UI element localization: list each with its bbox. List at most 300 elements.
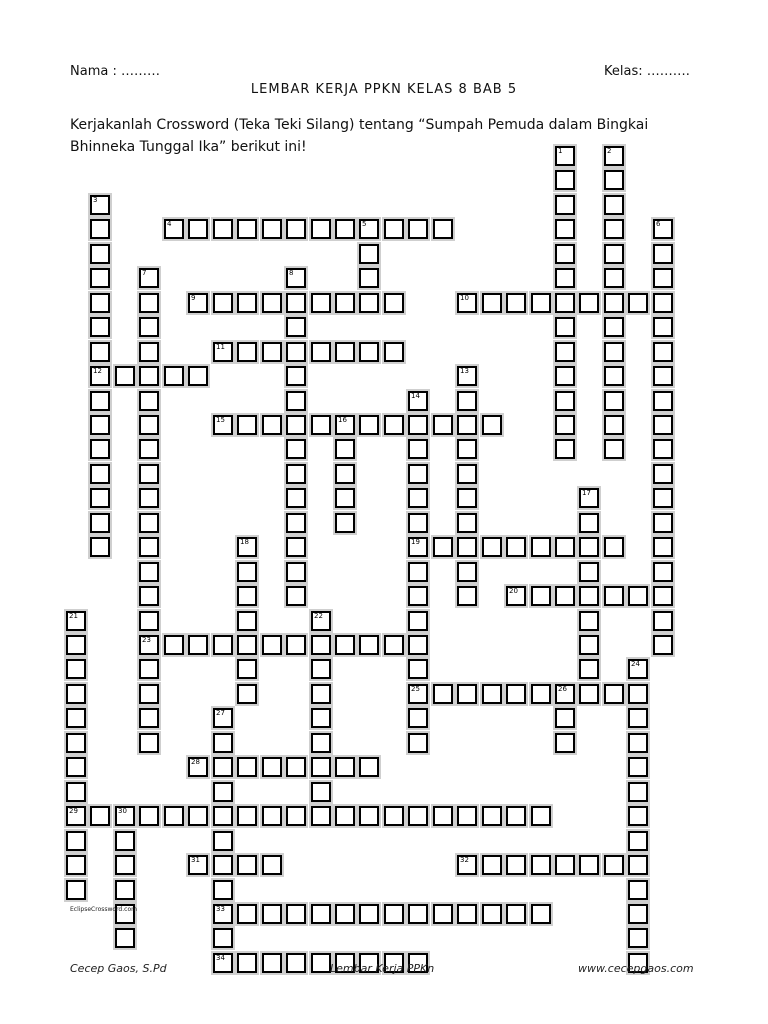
crossword-cell[interactable]: [237, 415, 257, 435]
crossword-cell[interactable]: [457, 806, 477, 826]
crossword-cell[interactable]: [66, 684, 86, 704]
crossword-cell[interactable]: [335, 513, 355, 533]
crossword-cell[interactable]: [213, 415, 233, 435]
crossword-cell[interactable]: [164, 806, 184, 826]
crossword-cell[interactable]: [531, 855, 551, 875]
crossword-cell[interactable]: [408, 586, 428, 606]
crossword-cell[interactable]: [555, 170, 575, 190]
crossword-cell[interactable]: [482, 537, 502, 557]
crossword-cell[interactable]: [139, 513, 159, 533]
crossword-cell[interactable]: [213, 635, 233, 655]
crossword-cell[interactable]: [531, 904, 551, 924]
crossword-cell[interactable]: [531, 537, 551, 557]
crossword-cell[interactable]: [408, 562, 428, 582]
crossword-cell[interactable]: [213, 708, 233, 728]
crossword-cell[interactable]: [311, 635, 331, 655]
crossword-cell[interactable]: [311, 953, 331, 973]
crossword-cell[interactable]: [555, 342, 575, 362]
crossword-cell[interactable]: [213, 880, 233, 900]
crossword-cell[interactable]: [628, 586, 648, 606]
crossword-cell[interactable]: [408, 708, 428, 728]
crossword-cell[interactable]: [408, 219, 428, 239]
crossword-cell[interactable]: [384, 219, 404, 239]
crossword-cell[interactable]: [286, 342, 306, 362]
crossword-cell[interactable]: [335, 415, 355, 435]
crossword-cell[interactable]: [139, 586, 159, 606]
crossword-cell[interactable]: [139, 317, 159, 337]
crossword-cell[interactable]: [90, 415, 110, 435]
crossword-cell[interactable]: [653, 342, 673, 362]
crossword-cell[interactable]: [482, 806, 502, 826]
crossword-cell[interactable]: [335, 219, 355, 239]
crossword-cell[interactable]: [213, 733, 233, 753]
crossword-cell[interactable]: [653, 219, 673, 239]
crossword-cell[interactable]: [653, 244, 673, 264]
crossword-cell[interactable]: [579, 659, 599, 679]
crossword-cell[interactable]: [457, 855, 477, 875]
crossword-cell[interactable]: [139, 366, 159, 386]
crossword-cell[interactable]: [457, 562, 477, 582]
crossword-cell[interactable]: [531, 684, 551, 704]
crossword-cell[interactable]: [90, 342, 110, 362]
crossword-cell[interactable]: [628, 293, 648, 313]
crossword-cell[interactable]: [66, 831, 86, 851]
crossword-cell[interactable]: [653, 293, 673, 313]
crossword-cell[interactable]: [384, 415, 404, 435]
crossword-cell[interactable]: [213, 904, 233, 924]
crossword-cell[interactable]: [433, 415, 453, 435]
crossword-cell[interactable]: [579, 635, 599, 655]
crossword-cell[interactable]: [164, 219, 184, 239]
crossword-cell[interactable]: [90, 244, 110, 264]
crossword-cell[interactable]: [579, 293, 599, 313]
crossword-cell[interactable]: [90, 537, 110, 557]
crossword-cell[interactable]: [506, 537, 526, 557]
crossword-cell[interactable]: [628, 904, 648, 924]
crossword-cell[interactable]: [237, 757, 257, 777]
crossword-cell[interactable]: [653, 391, 673, 411]
crossword-cell[interactable]: [457, 366, 477, 386]
crossword-cell[interactable]: [262, 904, 282, 924]
crossword-cell[interactable]: [66, 880, 86, 900]
crossword-cell[interactable]: [555, 391, 575, 411]
crossword-cell[interactable]: [555, 537, 575, 557]
crossword-cell[interactable]: [66, 855, 86, 875]
crossword-cell[interactable]: [213, 953, 233, 973]
crossword-cell[interactable]: [237, 904, 257, 924]
crossword-cell[interactable]: [188, 293, 208, 313]
crossword-cell[interactable]: [286, 586, 306, 606]
crossword-cell[interactable]: [237, 855, 257, 875]
crossword-cell[interactable]: [311, 757, 331, 777]
crossword-cell[interactable]: [139, 439, 159, 459]
crossword-cell[interactable]: [286, 268, 306, 288]
crossword-cell[interactable]: [555, 684, 575, 704]
crossword-cell[interactable]: [66, 733, 86, 753]
crossword-cell[interactable]: [286, 537, 306, 557]
crossword-cell[interactable]: [433, 904, 453, 924]
crossword-cell[interactable]: [408, 464, 428, 484]
crossword-cell[interactable]: [311, 684, 331, 704]
crossword-cell[interactable]: [286, 464, 306, 484]
crossword-cell[interactable]: [237, 293, 257, 313]
crossword-cell[interactable]: [66, 635, 86, 655]
crossword-cell[interactable]: [579, 562, 599, 582]
crossword-cell[interactable]: [604, 855, 624, 875]
crossword-cell[interactable]: [604, 684, 624, 704]
crossword-cell[interactable]: [408, 733, 428, 753]
crossword-cell[interactable]: [311, 733, 331, 753]
crossword-cell[interactable]: [604, 415, 624, 435]
crossword-cell[interactable]: [628, 831, 648, 851]
crossword-cell[interactable]: [139, 293, 159, 313]
crossword-cell[interactable]: [506, 293, 526, 313]
crossword-cell[interactable]: [359, 757, 379, 777]
crossword-cell[interactable]: [311, 342, 331, 362]
crossword-cell[interactable]: [188, 219, 208, 239]
crossword-cell[interactable]: [653, 537, 673, 557]
crossword-cell[interactable]: [286, 953, 306, 973]
crossword-cell[interactable]: [335, 806, 355, 826]
crossword-cell[interactable]: [531, 586, 551, 606]
crossword-cell[interactable]: [115, 928, 135, 948]
crossword-cell[interactable]: [164, 366, 184, 386]
crossword-cell[interactable]: [286, 439, 306, 459]
crossword-cell[interactable]: [188, 806, 208, 826]
crossword-cell[interactable]: [286, 293, 306, 313]
crossword-cell[interactable]: [653, 439, 673, 459]
crossword-cell[interactable]: [482, 684, 502, 704]
crossword-cell[interactable]: [653, 513, 673, 533]
crossword-cell[interactable]: [335, 488, 355, 508]
crossword-cell[interactable]: [262, 757, 282, 777]
crossword-cell[interactable]: [66, 611, 86, 631]
crossword-cell[interactable]: [628, 782, 648, 802]
crossword-cell[interactable]: [115, 880, 135, 900]
crossword-cell[interactable]: [90, 268, 110, 288]
crossword-cell[interactable]: [286, 904, 306, 924]
crossword-cell[interactable]: [384, 635, 404, 655]
crossword-cell[interactable]: [139, 268, 159, 288]
crossword-cell[interactable]: [90, 391, 110, 411]
crossword-cell[interactable]: [579, 855, 599, 875]
crossword-cell[interactable]: [188, 855, 208, 875]
crossword-cell[interactable]: [482, 855, 502, 875]
crossword-cell[interactable]: [579, 684, 599, 704]
crossword-cell[interactable]: [628, 928, 648, 948]
crossword-cell[interactable]: [213, 219, 233, 239]
crossword-cell[interactable]: [237, 586, 257, 606]
crossword-cell[interactable]: [604, 219, 624, 239]
crossword-cell[interactable]: [555, 855, 575, 875]
crossword-cell[interactable]: [359, 415, 379, 435]
crossword-cell[interactable]: [408, 806, 428, 826]
crossword-cell[interactable]: [311, 904, 331, 924]
crossword-cell[interactable]: [311, 806, 331, 826]
crossword-cell[interactable]: [628, 659, 648, 679]
crossword-cell[interactable]: [237, 219, 257, 239]
crossword-cell[interactable]: [506, 806, 526, 826]
crossword-cell[interactable]: [335, 464, 355, 484]
crossword-cell[interactable]: [311, 782, 331, 802]
crossword-cell[interactable]: [433, 537, 453, 557]
crossword-cell[interactable]: [188, 635, 208, 655]
crossword-cell[interactable]: [286, 806, 306, 826]
crossword-cell[interactable]: [66, 659, 86, 679]
crossword-cell[interactable]: [262, 635, 282, 655]
crossword-cell[interactable]: [286, 366, 306, 386]
crossword-cell[interactable]: [286, 635, 306, 655]
crossword-cell[interactable]: [653, 586, 673, 606]
crossword-cell[interactable]: [139, 537, 159, 557]
crossword-cell[interactable]: [628, 684, 648, 704]
crossword-cell[interactable]: [433, 219, 453, 239]
crossword-cell[interactable]: [408, 513, 428, 533]
crossword-cell[interactable]: [555, 733, 575, 753]
crossword-cell[interactable]: [164, 635, 184, 655]
crossword-cell[interactable]: [579, 537, 599, 557]
crossword-cell[interactable]: [237, 611, 257, 631]
crossword-cell[interactable]: [408, 537, 428, 557]
crossword-cell[interactable]: [384, 342, 404, 362]
crossword-cell[interactable]: [188, 757, 208, 777]
crossword-cell[interactable]: [66, 806, 86, 826]
crossword-cell[interactable]: [408, 439, 428, 459]
crossword-cell[interactable]: [262, 293, 282, 313]
crossword-cell[interactable]: [457, 513, 477, 533]
crossword-cell[interactable]: [408, 391, 428, 411]
crossword-cell[interactable]: [66, 708, 86, 728]
crossword-cell[interactable]: [237, 562, 257, 582]
crossword-cell[interactable]: [115, 366, 135, 386]
crossword-cell[interactable]: [213, 928, 233, 948]
crossword-cell[interactable]: [628, 757, 648, 777]
crossword-cell[interactable]: [359, 268, 379, 288]
crossword-cell[interactable]: [335, 293, 355, 313]
crossword-cell[interactable]: [115, 831, 135, 851]
crossword-cell[interactable]: [555, 219, 575, 239]
crossword-cell[interactable]: [237, 659, 257, 679]
crossword-cell[interactable]: [359, 342, 379, 362]
crossword-cell[interactable]: [555, 586, 575, 606]
crossword-cell[interactable]: [286, 513, 306, 533]
crossword-cell[interactable]: [286, 219, 306, 239]
crossword-cell[interactable]: [604, 244, 624, 264]
crossword-cell[interactable]: [408, 415, 428, 435]
crossword-cell[interactable]: [604, 268, 624, 288]
crossword-cell[interactable]: [384, 293, 404, 313]
crossword-cell[interactable]: [555, 366, 575, 386]
crossword-cell[interactable]: [90, 513, 110, 533]
crossword-cell[interactable]: [457, 488, 477, 508]
crossword-cell[interactable]: [579, 488, 599, 508]
crossword-cell[interactable]: [482, 293, 502, 313]
crossword-cell[interactable]: [139, 684, 159, 704]
crossword-cell[interactable]: [482, 415, 502, 435]
crossword-cell[interactable]: [604, 317, 624, 337]
crossword-cell[interactable]: [237, 537, 257, 557]
crossword-cell[interactable]: [579, 586, 599, 606]
crossword-cell[interactable]: [335, 904, 355, 924]
crossword-cell[interactable]: [311, 708, 331, 728]
crossword-cell[interactable]: [139, 708, 159, 728]
crossword-cell[interactable]: [139, 806, 159, 826]
crossword-cell[interactable]: [653, 268, 673, 288]
crossword-cell[interactable]: [139, 659, 159, 679]
crossword-cell[interactable]: [335, 439, 355, 459]
crossword-cell[interactable]: [213, 806, 233, 826]
crossword-cell[interactable]: [384, 806, 404, 826]
crossword-cell[interactable]: [604, 195, 624, 215]
crossword-cell[interactable]: [213, 855, 233, 875]
crossword-cell[interactable]: [311, 415, 331, 435]
crossword-cell[interactable]: [359, 806, 379, 826]
crossword-cell[interactable]: [506, 904, 526, 924]
crossword-cell[interactable]: [433, 684, 453, 704]
crossword-cell[interactable]: [90, 439, 110, 459]
crossword-cell[interactable]: [262, 219, 282, 239]
crossword-cell[interactable]: [66, 782, 86, 802]
crossword-cell[interactable]: [653, 611, 673, 631]
crossword-cell[interactable]: [555, 244, 575, 264]
crossword-cell[interactable]: [604, 391, 624, 411]
crossword-cell[interactable]: [604, 537, 624, 557]
crossword-cell[interactable]: [604, 293, 624, 313]
crossword-cell[interactable]: [579, 611, 599, 631]
crossword-cell[interactable]: [359, 244, 379, 264]
crossword-cell[interactable]: [139, 562, 159, 582]
crossword-cell[interactable]: [604, 439, 624, 459]
crossword-cell[interactable]: [311, 659, 331, 679]
crossword-cell[interactable]: [139, 391, 159, 411]
crossword-cell[interactable]: [262, 953, 282, 973]
crossword-cell[interactable]: [408, 904, 428, 924]
crossword-cell[interactable]: [457, 586, 477, 606]
crossword-cell[interactable]: [555, 439, 575, 459]
crossword-cell[interactable]: [555, 268, 575, 288]
crossword-cell[interactable]: [506, 684, 526, 704]
crossword-cell[interactable]: [628, 806, 648, 826]
crossword-cell[interactable]: [628, 880, 648, 900]
crossword-cell[interactable]: [262, 806, 282, 826]
crossword-cell[interactable]: [408, 659, 428, 679]
crossword-cell[interactable]: [482, 904, 502, 924]
crossword-cell[interactable]: [90, 464, 110, 484]
crossword-cell[interactable]: [237, 806, 257, 826]
crossword-cell[interactable]: [115, 806, 135, 826]
crossword-cell[interactable]: [604, 146, 624, 166]
crossword-cell[interactable]: [286, 562, 306, 582]
crossword-cell[interactable]: [653, 415, 673, 435]
crossword-cell[interactable]: [262, 855, 282, 875]
crossword-cell[interactable]: [555, 415, 575, 435]
crossword-cell[interactable]: [653, 464, 673, 484]
crossword-cell[interactable]: [237, 342, 257, 362]
crossword-cell[interactable]: [604, 342, 624, 362]
crossword-cell[interactable]: [604, 170, 624, 190]
crossword-cell[interactable]: [555, 146, 575, 166]
crossword-cell[interactable]: [90, 806, 110, 826]
crossword-cell[interactable]: [262, 415, 282, 435]
crossword-cell[interactable]: [335, 757, 355, 777]
crossword-cell[interactable]: [628, 708, 648, 728]
crossword-cell[interactable]: [457, 537, 477, 557]
crossword-cell[interactable]: [359, 219, 379, 239]
crossword-cell[interactable]: [90, 366, 110, 386]
crossword-cell[interactable]: [90, 317, 110, 337]
crossword-cell[interactable]: [653, 366, 673, 386]
crossword-cell[interactable]: [90, 293, 110, 313]
crossword-cell[interactable]: [653, 635, 673, 655]
crossword-cell[interactable]: [262, 342, 282, 362]
crossword-cell[interactable]: [457, 391, 477, 411]
crossword-cell[interactable]: [359, 635, 379, 655]
crossword-cell[interactable]: [90, 195, 110, 215]
crossword-cell[interactable]: [286, 488, 306, 508]
crossword-cell[interactable]: [213, 342, 233, 362]
crossword-cell[interactable]: [384, 904, 404, 924]
crossword-cell[interactable]: [457, 293, 477, 313]
crossword-cell[interactable]: [531, 806, 551, 826]
crossword-cell[interactable]: [555, 317, 575, 337]
crossword-cell[interactable]: [213, 293, 233, 313]
crossword-cell[interactable]: [115, 855, 135, 875]
crossword-cell[interactable]: [408, 611, 428, 631]
crossword-cell[interactable]: [579, 513, 599, 533]
crossword-cell[interactable]: [359, 904, 379, 924]
crossword-cell[interactable]: [359, 293, 379, 313]
crossword-cell[interactable]: [335, 342, 355, 362]
crossword-cell[interactable]: [213, 831, 233, 851]
crossword-cell[interactable]: [139, 342, 159, 362]
crossword-cell[interactable]: [408, 488, 428, 508]
crossword-cell[interactable]: [408, 635, 428, 655]
crossword-cell[interactable]: [311, 293, 331, 313]
crossword-cell[interactable]: [90, 219, 110, 239]
crossword-cell[interactable]: [506, 586, 526, 606]
crossword-cell[interactable]: [286, 415, 306, 435]
crossword-cell[interactable]: [335, 635, 355, 655]
crossword-cell[interactable]: [90, 488, 110, 508]
crossword-cell[interactable]: [286, 317, 306, 337]
crossword-cell[interactable]: [653, 562, 673, 582]
crossword-cell[interactable]: [457, 415, 477, 435]
crossword-cell[interactable]: [457, 684, 477, 704]
crossword-cell[interactable]: [555, 708, 575, 728]
crossword-cell[interactable]: [139, 635, 159, 655]
crossword-cell[interactable]: [139, 488, 159, 508]
crossword-cell[interactable]: [457, 439, 477, 459]
crossword-cell[interactable]: [555, 293, 575, 313]
crossword-cell[interactable]: [311, 219, 331, 239]
crossword-cell[interactable]: [286, 391, 306, 411]
crossword-cell[interactable]: [653, 317, 673, 337]
crossword-cell[interactable]: [188, 366, 208, 386]
crossword-cell[interactable]: [139, 415, 159, 435]
crossword-cell[interactable]: [653, 488, 673, 508]
crossword-cell[interactable]: [628, 855, 648, 875]
crossword-cell[interactable]: [237, 635, 257, 655]
crossword-cell[interactable]: [213, 757, 233, 777]
crossword-cell[interactable]: [457, 464, 477, 484]
crossword-cell[interactable]: [555, 195, 575, 215]
crossword-cell[interactable]: [531, 293, 551, 313]
crossword-cell[interactable]: [139, 611, 159, 631]
crossword-cell[interactable]: [433, 806, 453, 826]
crossword-cell[interactable]: [213, 782, 233, 802]
crossword-cell[interactable]: [628, 733, 648, 753]
crossword-cell[interactable]: [604, 366, 624, 386]
